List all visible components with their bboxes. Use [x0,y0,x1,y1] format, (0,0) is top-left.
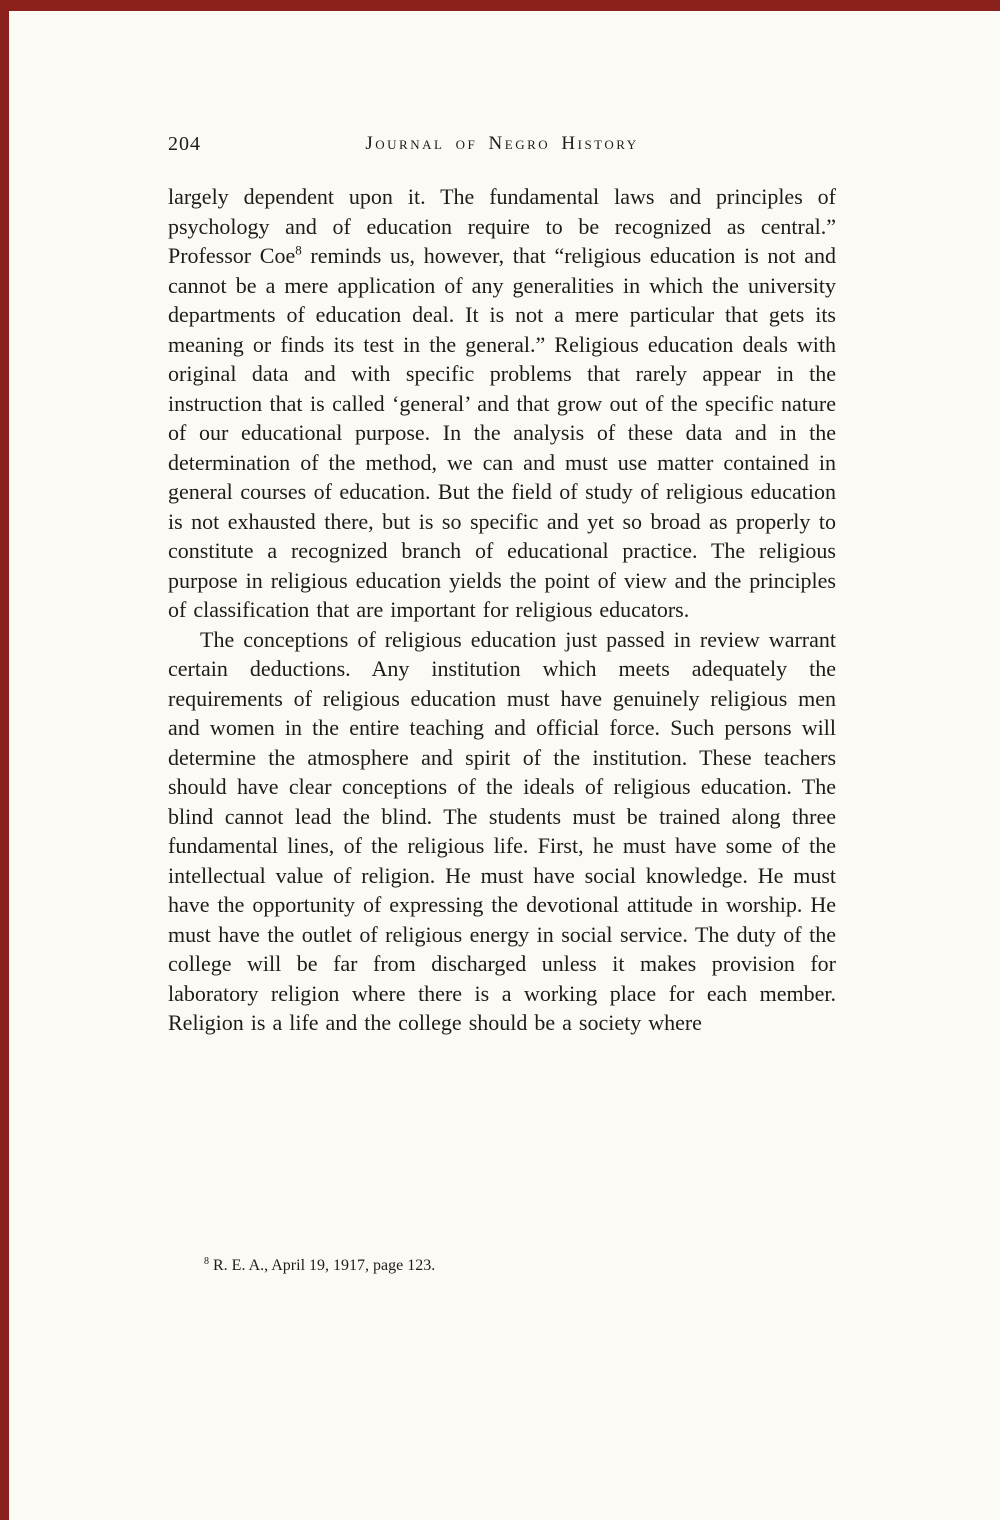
page-header [168,133,836,155]
footnote-marker: 8 [204,1255,209,1267]
scan-edge-left [0,0,9,1520]
page-number: 204 [168,133,201,155]
paragraph-1 [168,182,836,625]
footnote-reference: 8 [295,242,302,258]
scan-edge-top [0,0,1000,11]
body-text [168,182,836,1038]
running-title: Journal of Negro History [365,133,639,154]
paragraph-2: The conceptions of religious education just passed in review warrant certain deductions. Any institution which meets adequately the requirements of religious education must have genuinely religious men and women in the entire teaching and official force. Such persons will determine the atmosphere and spirit of the institution. These teachers should have clear conceptions of the ideals of religious education. The blind cannot lead the blind. The students must be trained along three fundamental lines, of the religious life. First, he must have some of the intellectual value of religion. He must have social knowledge. He must have the opportunity of expressing the devotional attitude in worship. He must have the outlet of religious energy in social service. The duty of the college will be far from discharged unless it makes provision for laboratory religion where there is a working place for each member. Religion is a life and the college should be a society where [168,626,836,1035]
paragraph-1-text-b: reminds us, however, that “religious education is not and cannot be a mere application of any generalities in which the university departments of education deal. It is not a mere particular that gets its meaning or finds its test in the general.” Religious education deals with original data and with specific problems that rarely appear in the instruction that is called ‘general’ and that grow out of the specific nature of our educational purpose. In the analysis of these data and in the determination of the method, we can and must use matter contained in general courses of education. But the field of study of religious education is not exhausted there, but is so specific and yet so broad as properly to constitute a recognized branch of educational practice. The religious purpose in religious education yields the point of view and the principles of classification that are important for religious educators. [168,243,836,622]
footnote [204,1256,804,1276]
footnote-text: R. E. A., April 19, 1917, page 123. [213,1257,436,1274]
paragraph-1-text-a: largely dependent upon it. The fundamental laws and principles of psychology and of education require to be recognized as central.” Professor Coe [168,184,836,268]
